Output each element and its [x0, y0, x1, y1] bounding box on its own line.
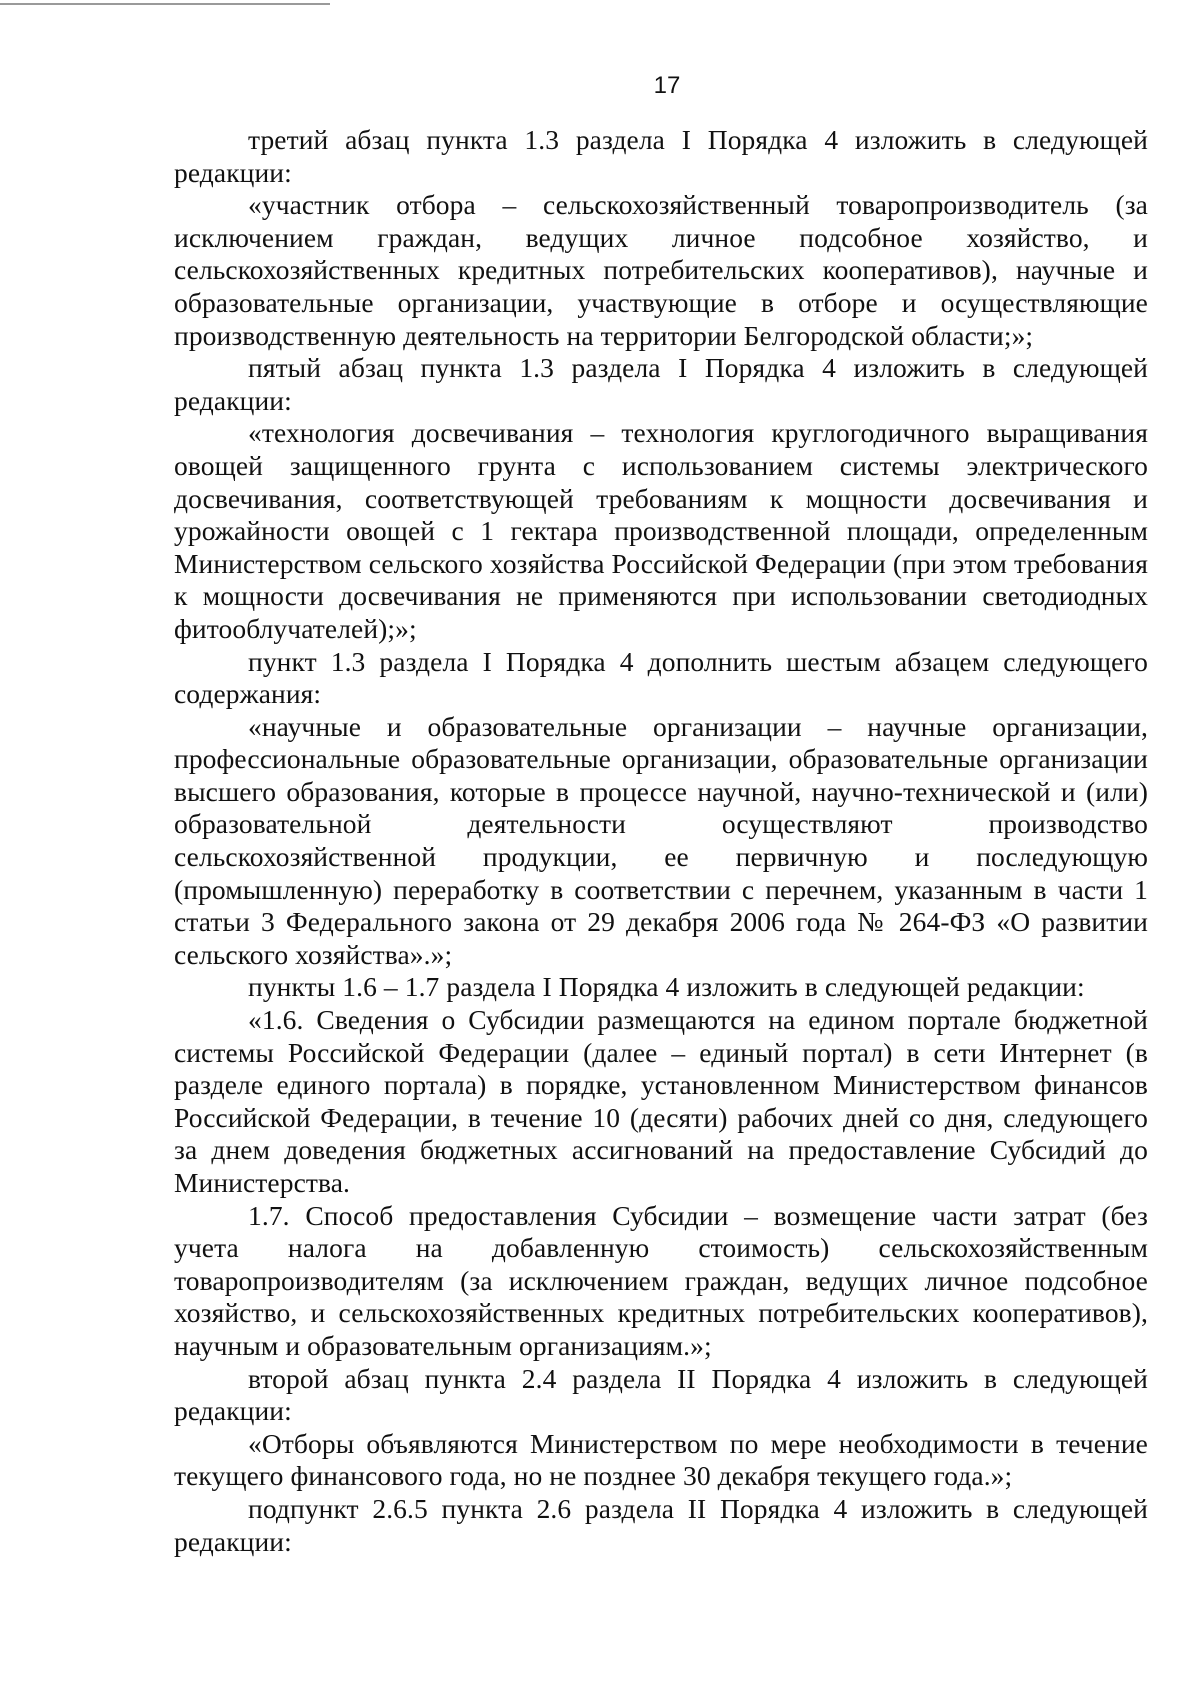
- paragraph: «Отборы объявляются Министерством по мере необходимости в течение текущего финансового года, но не позднее 30 декабря текущего года.»;: [174, 1427, 1148, 1492]
- paragraph: «1.6. Сведения о Субсидии размещаются на едином портале бюджетной системы Российской Федерации (далее – единый портал) в сети Интернет (в разделе единого портала) в порядке, установленном Министерством финансов Российской Федерации, в течение 10 (десяти) рабочих дней со дня, следующего за днем доведения бюджетных ассигнований на предоставление Субсидий до Министерства.: [174, 1004, 1148, 1198]
- paragraph: «участник отбора – сельскохозяйственный товаропроизводитель (за исключением граждан, ведущих личное подсобное хозяйство, и сельскохозяйственных кредитных потребительских кооперативов), научные и образовательные организации, участвующие в отборе и осуществляющие производственную деятельность на территории Белгородской области;»;: [174, 189, 1148, 351]
- paragraph: пункты 1.6 – 1.7 раздела I Порядка 4 изложить в следующей редакции:: [248, 971, 1085, 1003]
- paragraph: пятый абзац пункта 1.3 раздела I Порядка 4 изложить в следующей редакции:: [174, 352, 1148, 416]
- paragraph: третий абзац пункта 1.3 раздела I Порядка 4 изложить в следующей редакции:: [174, 124, 1148, 188]
- scan-edge-line: [0, 3, 330, 5]
- paragraph: 1.7. Способ предоставления Субсидии – возмещение части затрат (без учета налога на добавленную стоимость) сельскохозяйственным товаропроизводителям (за исключением граждан, ведущих личное подсобное хозяйство, и сельскохозяйственных кредитных потребительских кооперативов), научным и образовательным организациям.»;: [174, 1199, 1148, 1361]
- document-body: [174, 124, 1148, 1558]
- paragraph: второй абзац пункта 2.4 раздела II Порядка 4 изложить в следующей редакции:: [174, 1362, 1148, 1427]
- paragraph: «технология досвечивания – технология круглогодичного выращивания овощей защищенного грунта с использованием системы электрического досвечивания, соответствующей требованиям к мощности досвечивания и урожайности овощей с 1 гектара производственной площади, определенным Министерством сельского хозяйства Российской Федерации (при этом требования к мощности досвечивания не применяются при использовании светодиодных фитооблучателей);»;: [174, 417, 1148, 644]
- page-number: 17: [653, 72, 681, 99]
- paragraph: «научные и образовательные организации – научные организации, профессиональные образовательные организации, образовательные организации высшего образования, которые в процессе научной, научно-технической и (или) образовательной деятельности осуществляют производство сельскохозяйственной продукции, ее первичную и последующую (промышленную) переработку в соответствии с перечнем, указанным в части 1 статьи 3 Федерального закона от 29 декабря 2006 года № 264-ФЗ «О развитии сельского хозяйства».»;: [174, 710, 1148, 970]
- paragraph: пункт 1.3 раздела I Порядка 4 дополнить шестым абзацем следующего содержания:: [174, 645, 1148, 710]
- paragraph: подпункт 2.6.5 пункта 2.6 раздела II Порядка 4 изложить в следующей редакции:: [174, 1492, 1148, 1557]
